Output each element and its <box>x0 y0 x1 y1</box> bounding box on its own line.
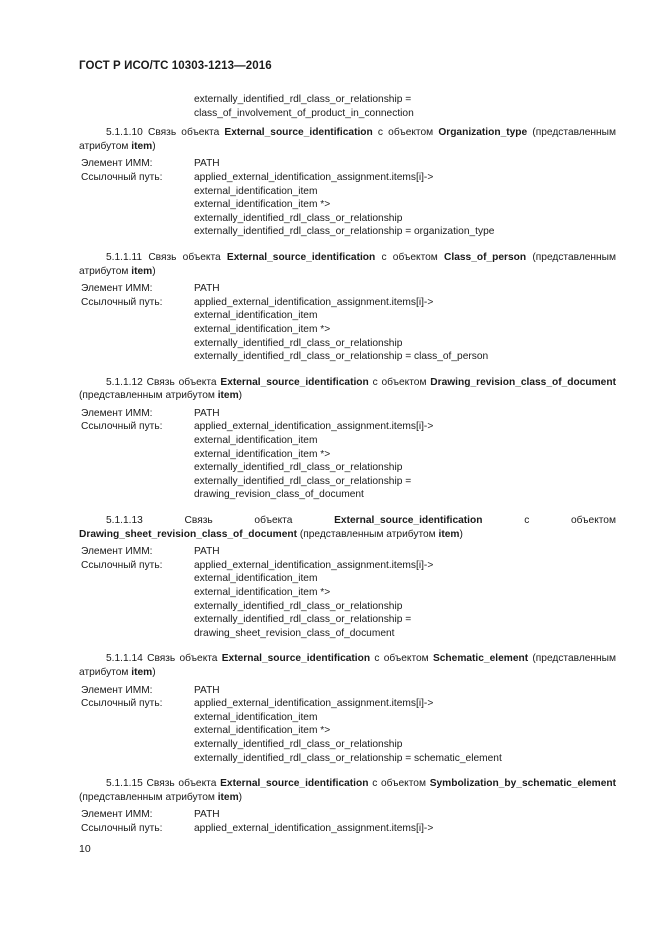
element-value: PATH <box>194 684 220 696</box>
path-line: external_identification_item <box>194 573 318 585</box>
path-row <box>79 822 616 836</box>
heading-text: ) <box>238 791 243 803</box>
page-header: ГОСТ Р ИСО/ТС 10303-1213—2016 <box>79 60 272 72</box>
path-label: Ссылочный путь: <box>81 296 163 308</box>
intro-line: externally_identified_rdl_class_or_relationship = <box>194 94 412 105</box>
path-label: Ссылочный путь: <box>81 421 163 433</box>
target-entity-name: Organization_type <box>438 127 528 139</box>
entity-name: External_source_identification <box>220 376 369 388</box>
target-entity-name: Drawing_sheet_revision_class_of_document <box>79 528 297 540</box>
heading-text: ) <box>152 265 156 277</box>
section-block <box>79 777 616 841</box>
section-heading <box>79 251 616 278</box>
heading-text: ) <box>152 140 156 152</box>
section-number: 5.1.1.15 <box>106 778 143 790</box>
path-label: Ссылочный путь: <box>81 171 163 183</box>
element-row <box>79 407 616 421</box>
path-line: externally_identified_rdl_class_or_relationship <box>194 600 403 612</box>
heading-text: с объектом <box>524 515 616 527</box>
section-number: 5.1.1.11 <box>106 251 143 263</box>
path-line: applied_external_identification_assignment.items[i]-> <box>194 822 434 834</box>
path-label: Ссылочный путь: <box>81 559 163 571</box>
path-line: externally_identified_rdl_class_or_relationship <box>194 462 403 474</box>
path-line: applied_external_identification_assignment.items[i]-> <box>194 296 434 308</box>
path-line: external_identification_item *> <box>194 725 331 737</box>
heading-text: ) <box>238 390 243 402</box>
page-number: 10 <box>79 843 91 855</box>
section-heading <box>79 514 616 541</box>
path-line: externally_identified_rdl_class_or_relationship = class_of_person <box>194 351 489 363</box>
element-label: Элемент ИММ: <box>81 546 153 558</box>
path-line: drawing_revision_class_of_document <box>194 489 364 501</box>
path-row <box>79 296 616 310</box>
heading-text: с объектом <box>381 251 438 263</box>
attribute-name: item <box>131 265 153 277</box>
section-number: 5.1.1.10 <box>106 127 143 139</box>
heading-text: с объектом <box>372 376 427 388</box>
path-line: externally_identified_rdl_class_or_relationship <box>194 738 403 750</box>
path-line: external_identification_item <box>194 711 318 723</box>
path-label: Ссылочный путь: <box>81 698 163 710</box>
element-row <box>79 808 616 822</box>
path-line: drawing_sheet_revision_class_of_document <box>194 627 395 639</box>
section-heading <box>79 652 616 679</box>
path-line: external_identification_item <box>194 435 318 447</box>
attribute-name: item <box>131 666 153 678</box>
element-label: Элемент ИММ: <box>81 283 153 295</box>
entity-name: External_source_identification <box>224 127 373 139</box>
heading-text: с объектом <box>377 127 434 139</box>
heading-text: Связь объекта <box>147 653 218 665</box>
path-line: applied_external_identification_assignment.items[i]-> <box>194 698 434 710</box>
path-row <box>79 697 616 711</box>
path-line: external_identification_item <box>194 310 318 322</box>
heading-text: (представленным атрибутом <box>79 791 215 803</box>
element-value: PATH <box>194 283 220 295</box>
path-line: externally_identified_rdl_class_or_relationship <box>194 212 403 224</box>
entity-name: External_source_identification <box>221 653 371 665</box>
heading-text: ) <box>459 528 463 540</box>
intro-continuation <box>194 93 616 120</box>
path-line: external_identification_item *> <box>194 199 331 211</box>
element-row <box>79 684 616 698</box>
path-row <box>79 559 616 573</box>
target-entity-name: Symbolization_by_schematic_element <box>429 778 616 790</box>
intro-line: class_of_involvement_of_product_in_connection <box>194 107 414 119</box>
page-content <box>79 93 616 842</box>
entity-name: External_source_identification <box>220 778 369 790</box>
path-line: external_identification_item *> <box>194 587 331 598</box>
heading-text: с объектом <box>374 653 429 665</box>
section-number: 5.1.1.13 <box>106 515 143 527</box>
element-value: PATH <box>194 407 220 419</box>
attribute-name: item <box>217 390 239 402</box>
heading-text: Связь объекта <box>148 251 221 263</box>
path-line: externally_identified_rdl_class_or_relationship = organization_type <box>194 226 495 238</box>
section-block <box>79 126 616 245</box>
heading-text: (представленным атрибутом <box>299 528 436 540</box>
element-row <box>79 157 616 171</box>
entity-name: External_source_identification <box>334 515 483 527</box>
element-label: Элемент ИММ: <box>81 809 153 821</box>
section-heading <box>79 777 616 804</box>
heading-text: Связь объекта <box>146 778 217 790</box>
heading-text: с объектом <box>372 778 426 790</box>
section-block <box>79 251 616 370</box>
section-block <box>79 514 616 646</box>
section-heading <box>79 126 616 153</box>
path-line: external_identification_item *> <box>194 323 331 335</box>
element-label: Элемент ИММ: <box>81 158 153 170</box>
sections-list <box>79 126 616 841</box>
target-entity-name: Schematic_element <box>432 653 529 665</box>
element-label: Элемент ИММ: <box>81 407 153 419</box>
heading-text: (представленным атрибутом <box>79 127 616 152</box>
heading-text: (представленным атрибутом <box>79 390 215 402</box>
target-entity-name: Drawing_revision_class_of_document <box>430 376 616 388</box>
heading-text: Связь объекта <box>146 376 217 388</box>
attribute-name: item <box>217 791 239 803</box>
path-row <box>79 171 616 185</box>
heading-text: Связь объекта <box>184 515 293 527</box>
element-value: PATH <box>194 546 220 558</box>
section-number: 5.1.1.14 <box>106 653 143 665</box>
section-heading <box>79 376 616 403</box>
path-line: externally_identified_rdl_class_or_relationship = schematic_element <box>194 752 502 764</box>
path-line: external_identification_item *> <box>194 448 331 460</box>
path-line: external_identification_item <box>194 185 318 197</box>
heading-text: Связь объекта <box>147 127 220 139</box>
path-line: applied_external_identification_assignment.items[i]-> <box>194 559 434 571</box>
section-block <box>79 376 616 508</box>
path-label: Ссылочный путь: <box>81 822 163 834</box>
element-row <box>79 282 616 296</box>
attribute-name: item <box>131 140 153 152</box>
section-number: 5.1.1.12 <box>106 376 143 388</box>
attribute-name: item <box>438 528 460 540</box>
section-block <box>79 652 616 771</box>
heading-text: (представленным атрибутом <box>79 251 617 277</box>
target-entity-name: Class_of_person <box>444 251 527 263</box>
heading-text: (представленным атрибутом <box>79 653 617 678</box>
path-line: externally_identified_rdl_class_or_relationship = <box>194 614 412 626</box>
element-value: PATH <box>194 809 220 821</box>
path-line: applied_external_identification_assignment.items[i]-> <box>194 171 434 183</box>
element-value: PATH <box>194 158 220 170</box>
element-label: Элемент ИММ: <box>81 684 153 696</box>
heading-text: ) <box>152 666 156 678</box>
path-line: externally_identified_rdl_class_or_relationship = <box>194 475 412 487</box>
path-line: applied_external_identification_assignment.items[i]-> <box>194 421 434 433</box>
entity-name: External_source_identification <box>226 251 376 263</box>
path-row <box>79 420 616 434</box>
path-line: externally_identified_rdl_class_or_relationship <box>194 337 403 349</box>
element-row <box>79 545 616 559</box>
